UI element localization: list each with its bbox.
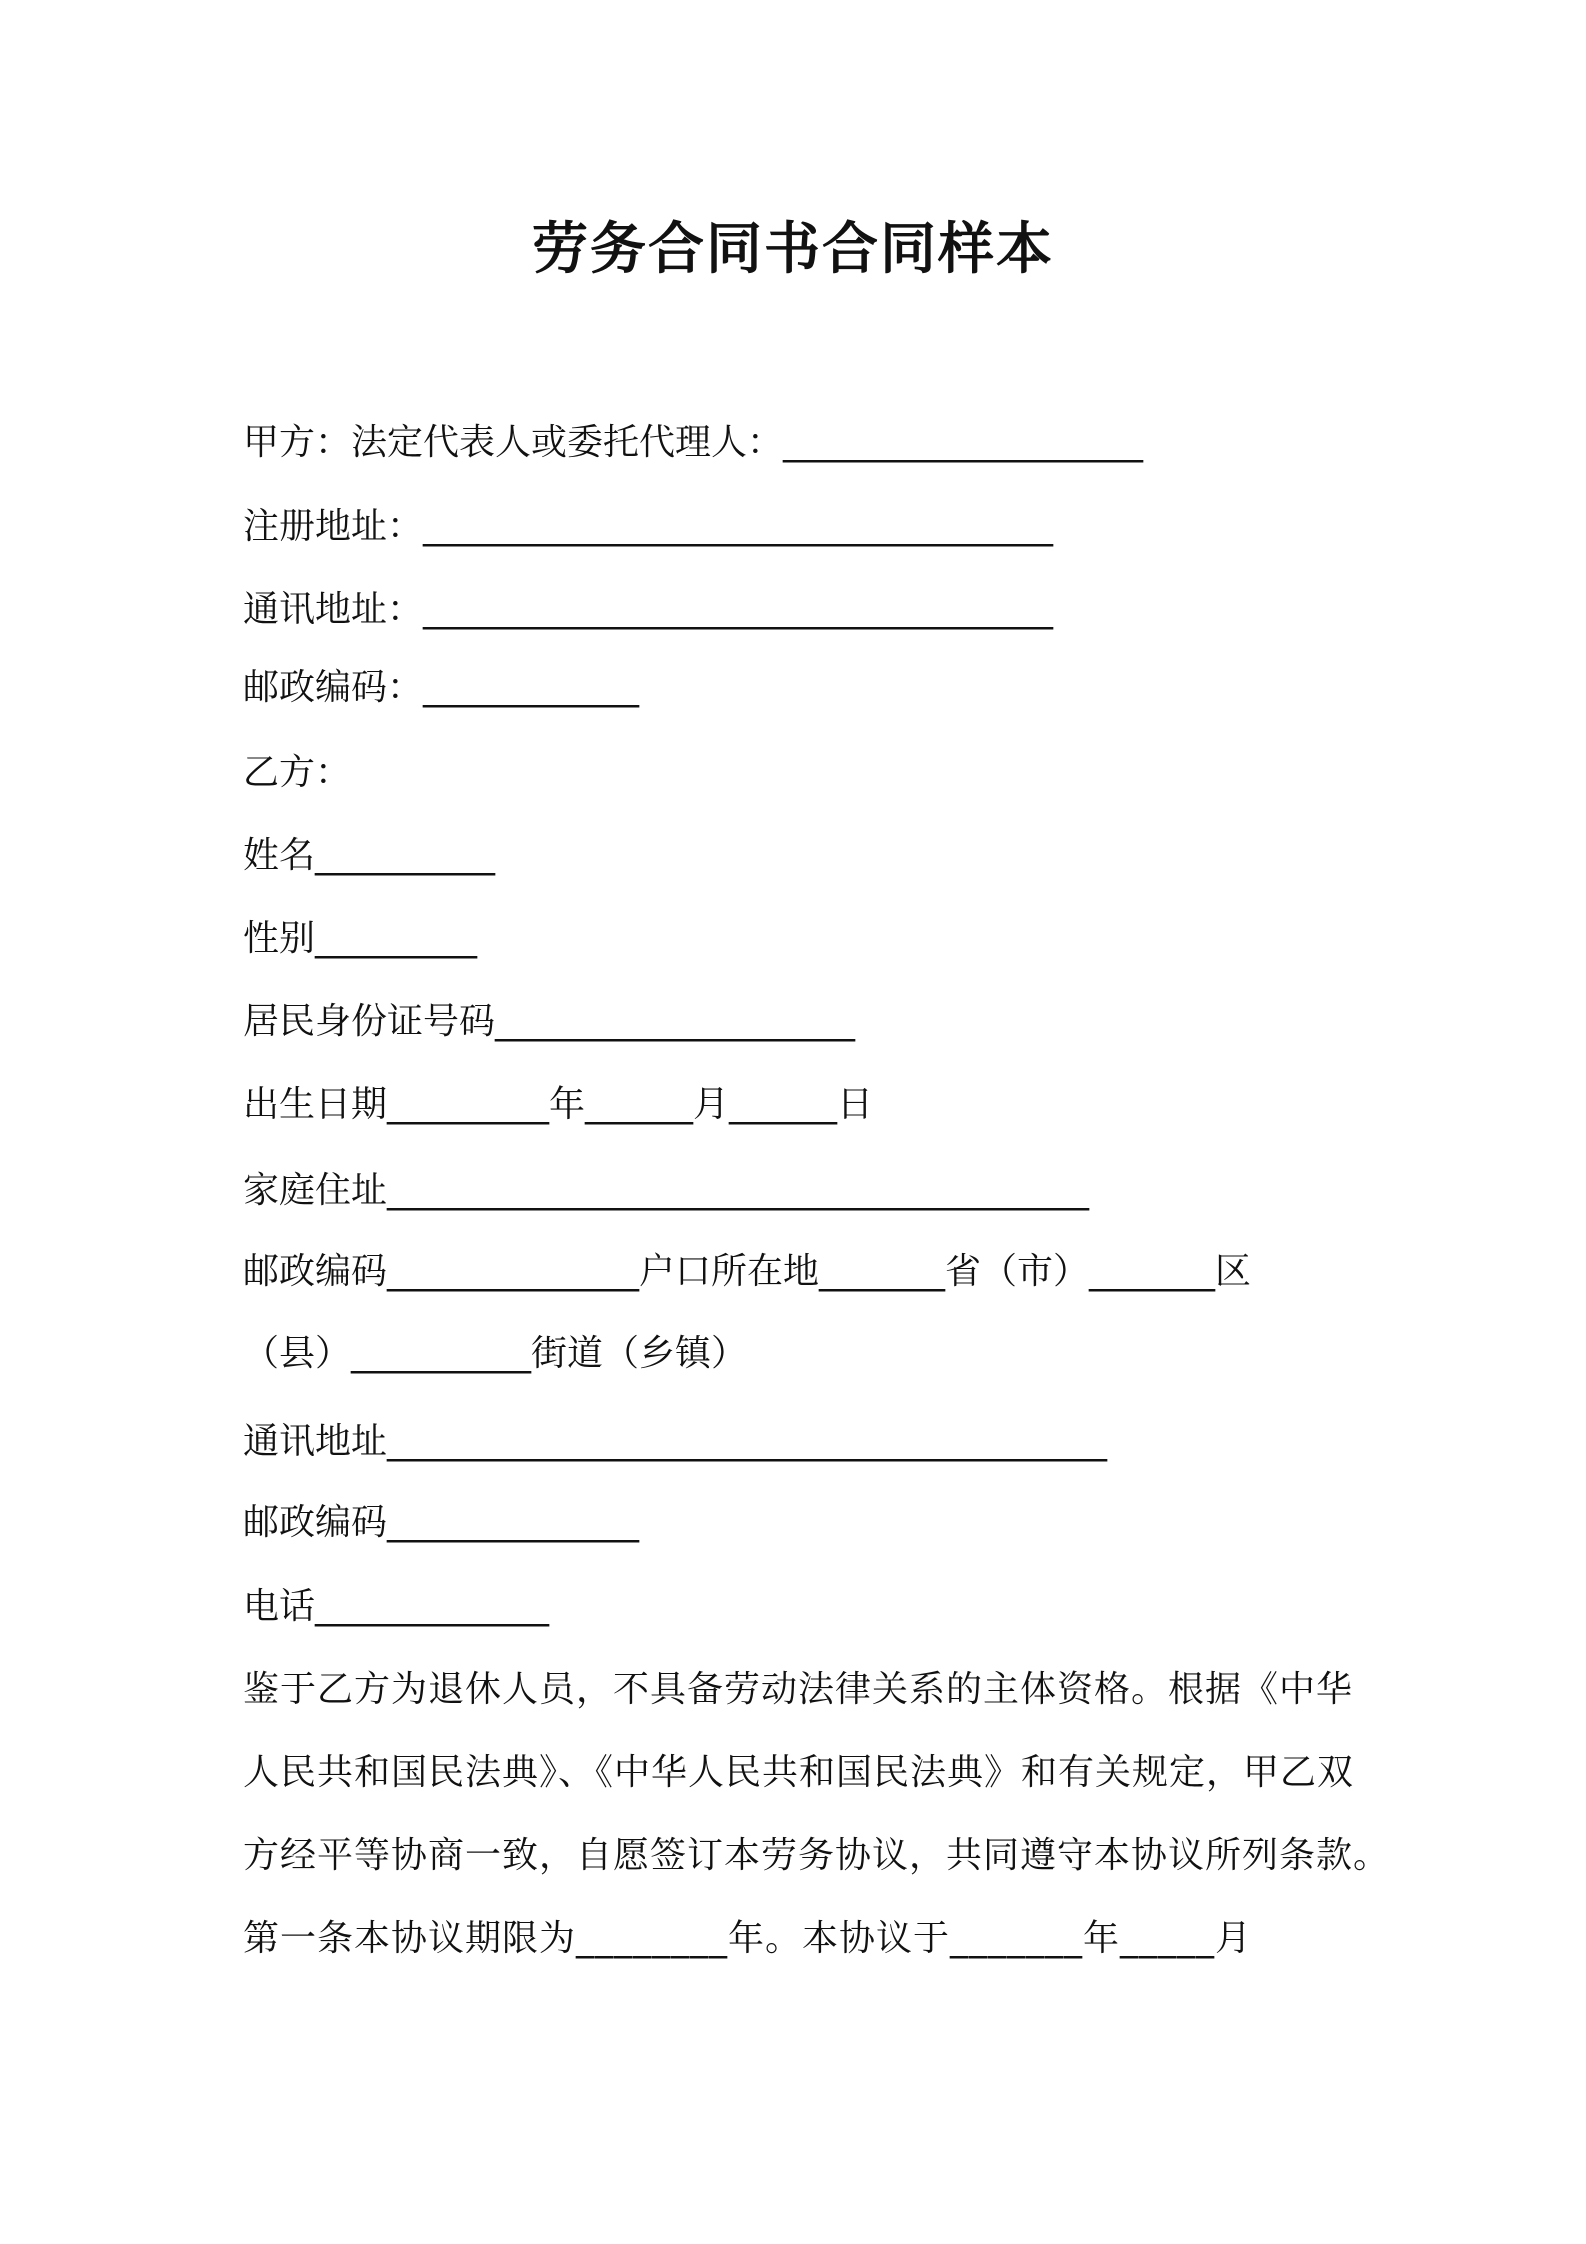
party-a-mailing-address-line: 通讯地址：___________________________________ xyxy=(243,589,1054,630)
party-a-representative-line: 甲方：法定代表人或委托代理人：____________________ xyxy=(243,422,1144,463)
preamble-paragraph-line-1: 鉴于乙方为退休人员，不具备劳动法律关系的主体资格。根据《中华 xyxy=(243,1669,1354,1710)
party-b-name-line: 姓名__________ xyxy=(243,835,496,876)
party-a-registered-address-line: 注册地址：___________________________________ xyxy=(243,506,1054,547)
party-b-county-street-line: （县）__________街道（乡镇） xyxy=(243,1333,748,1374)
party-b-postal-code-line: 邮政编码______________ xyxy=(243,1502,640,1543)
party-b-home-address-line: 家庭住址_______________________________________ xyxy=(243,1170,1090,1211)
document-title: 劳务合同书合同样本 xyxy=(532,217,1054,282)
party-b-heading: 乙方： xyxy=(243,752,352,793)
party-a-postal-code-line: 邮政编码：____________ xyxy=(243,667,640,708)
party-b-birth-date-line: 出生日期_________年______月______日 xyxy=(243,1084,874,1125)
party-b-mailing-address-line: 通讯地址________________________________________ xyxy=(243,1421,1108,1462)
party-b-id-number-line: 居民身份证号码____________________ xyxy=(243,1001,856,1042)
preamble-paragraph-line-3: 方经平等协商一致，自愿签订本劳务协议，共同遵守本协议所列条款。 xyxy=(243,1835,1391,1876)
party-b-gender-line: 性别_________ xyxy=(243,918,478,959)
preamble-paragraph-line-2: 人民共和国民法典》、《中华人民共和国民法典》和有关规定，甲乙双 xyxy=(243,1752,1355,1793)
party-b-postal-and-hukou-line: 邮政编码______________户口所在地_______省（市）_______区 xyxy=(243,1251,1252,1292)
party-b-phone-line: 电话_____________ xyxy=(243,1586,550,1627)
article-one-line: 第一条本协议期限为________年。本协议于_______年_____月 xyxy=(243,1918,1253,1959)
